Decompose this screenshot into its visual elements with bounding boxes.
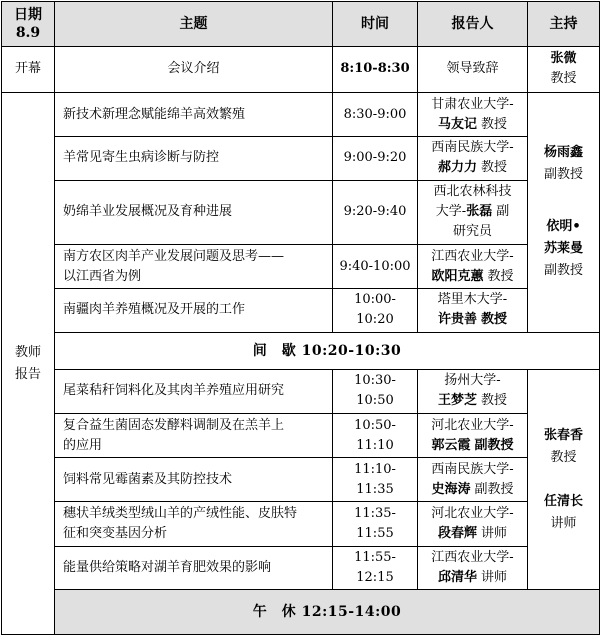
date-header bbox=[2, 2, 55, 47]
talk-topic: 新技术新理念赋能绵羊高效繁殖 bbox=[55, 93, 333, 137]
speaker-name: 王梦芝 bbox=[437, 393, 477, 409]
talk-time: 8:30-9:00 bbox=[333, 93, 418, 137]
talk-speaker bbox=[418, 370, 528, 414]
speaker-title: 教授 bbox=[481, 160, 508, 176]
teacher-report-label bbox=[2, 93, 55, 635]
host-title: 讲师 bbox=[550, 515, 577, 531]
talk-topic: 饲料常见霉菌素及其防控技术 bbox=[55, 458, 333, 502]
talk-time: 11:35-11:55 bbox=[333, 502, 418, 547]
talk-time: 10:30-10:50 bbox=[333, 370, 418, 414]
host-name-line2: 苏莱曼 bbox=[543, 241, 583, 257]
break-row bbox=[2, 332, 600, 370]
section-label-line2: 报告 bbox=[14, 366, 41, 382]
table-row bbox=[2, 289, 600, 333]
host-name: 任清长 bbox=[543, 493, 583, 509]
talk-topic-line2: 以江西省为例 bbox=[63, 268, 142, 284]
speaker-title: 副教授 bbox=[474, 481, 514, 497]
host-title: 教授 bbox=[550, 449, 577, 465]
opening-speaker: 领导致辞 bbox=[418, 46, 528, 93]
talk-speaker bbox=[418, 180, 528, 245]
speaker-name: 许贵善 bbox=[437, 312, 477, 328]
break-2: 午 休 12:15-14:00 bbox=[55, 590, 600, 635]
topic-header: 主题 bbox=[55, 2, 333, 47]
speaker-name: 史海涛 bbox=[431, 481, 471, 497]
speaker-org: 江西农业大学- bbox=[431, 248, 514, 264]
speaker-title: 讲师 bbox=[481, 569, 508, 585]
talk-topic-line2: 征和突变基因分析 bbox=[63, 525, 168, 541]
talk-topic-line1: 南方农区肉羊产业发展问题及思考—— bbox=[63, 248, 285, 264]
speaker-org: 塔里木大学- bbox=[437, 292, 508, 308]
talk-topic: 尾菜秸秆饲料化及其肉羊养殖应用研究 bbox=[55, 370, 333, 414]
host-cell-2 bbox=[528, 370, 600, 590]
speaker-title: 讲师 bbox=[481, 525, 508, 541]
header-row bbox=[2, 2, 600, 47]
opening-label: 开幕 bbox=[2, 46, 55, 93]
talk-speaker bbox=[418, 413, 528, 458]
speaker-name: 郝力力 bbox=[437, 160, 477, 176]
speaker-org: 河北农业大学- bbox=[431, 417, 514, 433]
talk-speaker bbox=[418, 546, 528, 590]
speaker-header: 报告人 bbox=[418, 2, 528, 47]
talk-topic bbox=[55, 245, 333, 289]
table-row bbox=[2, 413, 600, 458]
speaker-org: 西南民族大学- bbox=[431, 461, 514, 477]
talk-topic-line2: 的应用 bbox=[63, 437, 103, 453]
speaker-title: 教授 bbox=[481, 116, 508, 132]
talk-topic: 奶绵羊业发展概况及育种进展 bbox=[55, 180, 333, 245]
talk-speaker bbox=[418, 245, 528, 289]
date-label: 日期 bbox=[14, 6, 42, 23]
talk-topic-line1: 复合益生菌固态发酵料调制及在羔羊上 bbox=[63, 417, 285, 433]
talk-topic: 南疆肉羊养殖概况及开展的工作 bbox=[55, 289, 333, 333]
break-1: 间 歇 10:20-10:30 bbox=[55, 332, 600, 370]
section-label-line1: 教师 bbox=[14, 344, 41, 360]
host-title: 副教授 bbox=[543, 263, 583, 279]
speaker-org: 河北农业大学- bbox=[431, 505, 514, 521]
table-row bbox=[2, 546, 600, 590]
speaker-org: 扬州大学- bbox=[444, 373, 501, 389]
table-row bbox=[2, 245, 600, 289]
talk-topic: 能量供给策略对湖羊育肥效果的影响 bbox=[55, 546, 333, 590]
speaker-org: 甘肃农业大学- bbox=[431, 96, 514, 112]
table-row bbox=[2, 502, 600, 547]
talk-time: 9:00-9:20 bbox=[333, 136, 418, 180]
talk-speaker bbox=[418, 502, 528, 547]
speaker-title: 教授 bbox=[481, 312, 508, 328]
table-row bbox=[2, 136, 600, 180]
table-row bbox=[2, 180, 600, 245]
talk-time: 11:55-12:15 bbox=[333, 546, 418, 590]
speaker-title-line2: 研究员 bbox=[452, 224, 492, 240]
speaker-title: 副教授 bbox=[474, 437, 514, 453]
table-row bbox=[2, 370, 600, 414]
table-row bbox=[2, 458, 600, 502]
opening-row bbox=[2, 46, 600, 93]
speaker-name: 张磊 bbox=[466, 204, 493, 220]
date-value: 8.9 bbox=[15, 24, 41, 41]
talk-topic: 羊常见寄生虫病诊断与防控 bbox=[55, 136, 333, 180]
host-header: 主持 bbox=[528, 2, 600, 47]
opening-time: 8:10-8:30 bbox=[333, 46, 418, 93]
talk-speaker bbox=[418, 458, 528, 502]
speaker-name: 邱清华 bbox=[437, 569, 477, 585]
speaker-title: 教授 bbox=[481, 393, 508, 409]
speaker-name: 欧阳克蕙 bbox=[431, 268, 484, 284]
table-row bbox=[2, 93, 600, 137]
schedule-table bbox=[1, 1, 600, 635]
opening-topic: 会议介绍 bbox=[55, 46, 333, 93]
talk-topic-line1: 穗状羊绒类型绒山羊的产绒性能、皮肤特 bbox=[63, 505, 298, 521]
talk-topic bbox=[55, 413, 333, 458]
opening-host bbox=[528, 46, 600, 93]
talk-topic bbox=[55, 502, 333, 547]
talk-time: 10:50-11:10 bbox=[333, 413, 418, 458]
talk-time: 9:40-10:00 bbox=[333, 245, 418, 289]
break-row bbox=[2, 590, 600, 635]
opening-host-title: 教授 bbox=[550, 71, 577, 87]
speaker-name: 段春辉 bbox=[437, 525, 477, 541]
host-cell-1 bbox=[528, 93, 600, 332]
talk-time: 9:20-9:40 bbox=[333, 180, 418, 245]
host-name: 依明• bbox=[546, 219, 581, 235]
host-name: 张春香 bbox=[543, 427, 583, 443]
host-name: 杨雨鑫 bbox=[543, 145, 583, 161]
speaker-org: 西北农林科技 bbox=[433, 184, 512, 200]
speaker-name: 郭云霞 bbox=[431, 437, 471, 453]
speaker-title: 教授 bbox=[487, 268, 514, 284]
talk-speaker bbox=[418, 136, 528, 180]
opening-host-name: 张微 bbox=[550, 51, 577, 67]
talk-time: 11:10-11:35 bbox=[333, 458, 418, 502]
speaker-org-line2: 大学- bbox=[435, 204, 467, 220]
speaker-org: 江西农业大学- bbox=[431, 549, 514, 565]
talk-speaker bbox=[418, 93, 528, 137]
speaker-org: 西南民族大学- bbox=[431, 140, 514, 156]
host-title: 副教授 bbox=[543, 167, 583, 183]
speaker-title: 副 bbox=[496, 204, 510, 220]
speaker-name: 马友记 bbox=[437, 116, 477, 132]
talk-time: 10:00-10:20 bbox=[333, 289, 418, 333]
time-header: 时间 bbox=[333, 2, 418, 47]
talk-speaker bbox=[418, 289, 528, 333]
